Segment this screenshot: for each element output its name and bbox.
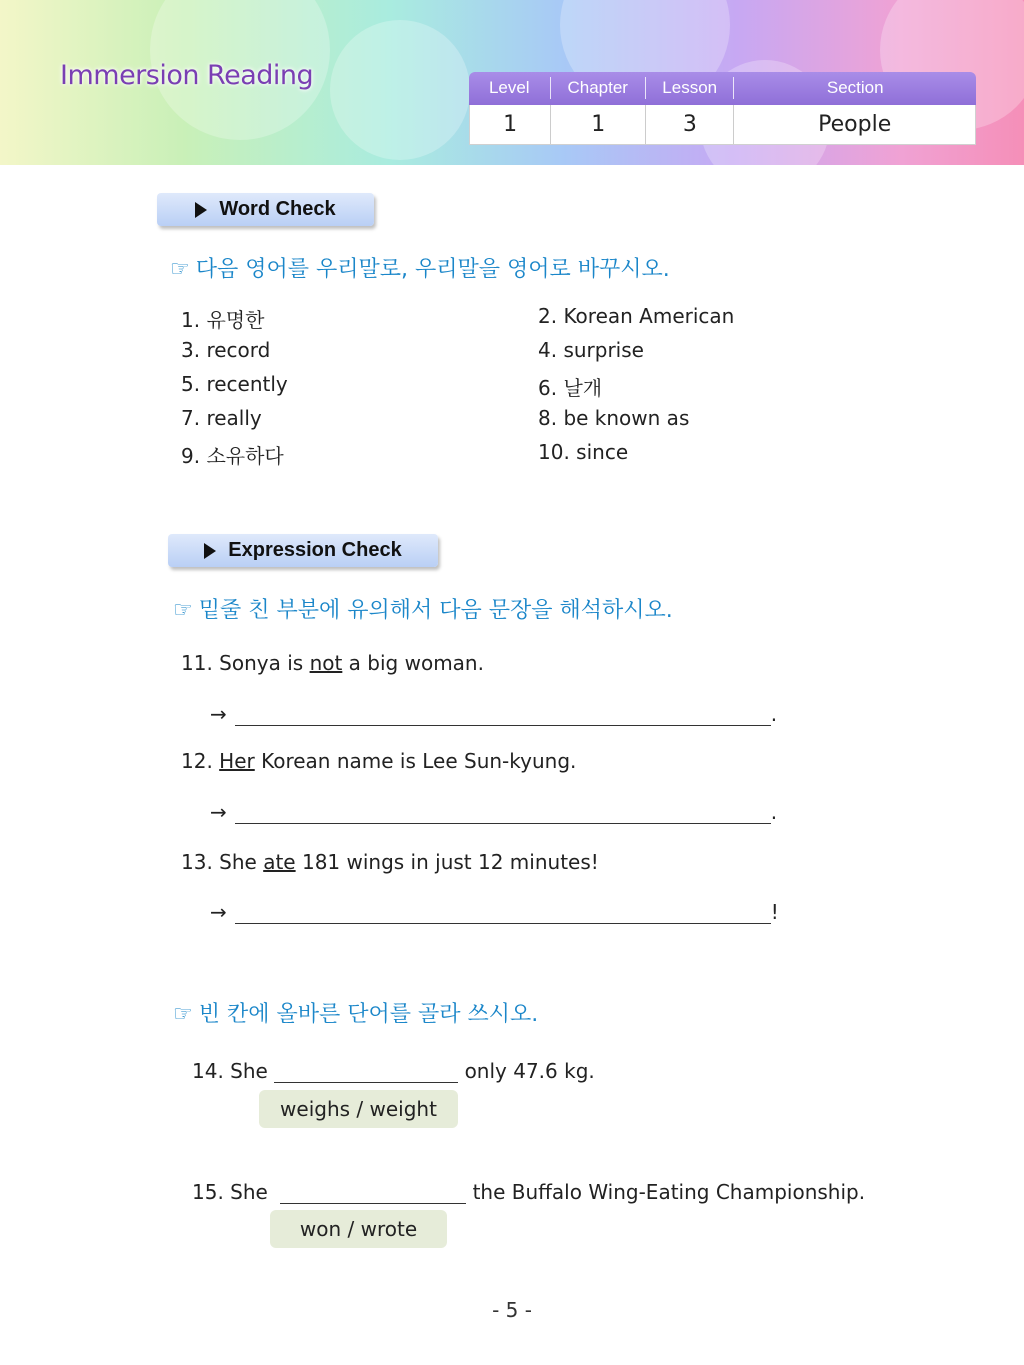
word-choice-box: weighs / weight bbox=[259, 1090, 458, 1128]
word-item: 9. 소유하다 bbox=[181, 444, 284, 468]
answer-line[interactable]: → . bbox=[210, 702, 778, 726]
word-item: 3. record bbox=[181, 338, 271, 362]
word-item: 2. Korean American bbox=[538, 304, 735, 328]
lesson-info-header bbox=[469, 72, 976, 105]
chapter-header: Chapter bbox=[551, 77, 646, 99]
pointing-hand-icon: ☞ bbox=[170, 257, 190, 282]
page-number: - 5 - bbox=[492, 1298, 532, 1322]
play-triangle-icon bbox=[195, 202, 207, 218]
fill-in-instruction: ☞ 빈 칸에 올바른 단어를 골라 쓰시오. bbox=[173, 1002, 539, 1027]
section-value: People bbox=[818, 112, 892, 137]
expression-check-label: Expression Check bbox=[168, 534, 438, 567]
lesson-info-values bbox=[469, 105, 976, 145]
word-item: 4. surprise bbox=[538, 338, 644, 362]
word-item: 10. since bbox=[538, 440, 629, 464]
sentence-item: 11. Sonya is not a big woman. bbox=[181, 651, 484, 675]
fill-in-item: 14. She only 47.6 kg. bbox=[192, 1059, 595, 1083]
lesson-value: 3 bbox=[646, 105, 734, 144]
lesson-header: Lesson bbox=[646, 77, 734, 99]
word-item: 5. recently bbox=[181, 372, 288, 396]
answer-blank[interactable] bbox=[280, 1185, 466, 1204]
chapter-value: 1 bbox=[551, 105, 646, 144]
app-title: Immersion Reading bbox=[60, 60, 314, 91]
word-item: 7. really bbox=[181, 406, 262, 430]
level-header: Level bbox=[469, 77, 551, 99]
level-value: 1 bbox=[470, 105, 551, 144]
expression-check-instruction: ☞ 밑줄 친 부분에 유의해서 다음 문장을 해석하시오. bbox=[173, 598, 673, 623]
play-triangle-icon bbox=[204, 543, 216, 559]
sentence-item: 12. Her Korean name is Lee Sun-kyung. bbox=[181, 749, 577, 773]
sentence-item: 13. She ate 181 wings in just 12 minutes! bbox=[181, 850, 599, 874]
fill-in-item: 15. She the Buffalo Wing-Eating Championship. bbox=[192, 1180, 866, 1204]
answer-blank[interactable] bbox=[274, 1064, 458, 1083]
word-check-label: Word Check bbox=[157, 193, 374, 226]
answer-line[interactable]: → . bbox=[210, 800, 778, 824]
pointing-hand-icon: ☞ bbox=[173, 1002, 193, 1027]
lesson-info-table bbox=[469, 72, 976, 145]
section-header: Section bbox=[826, 78, 884, 97]
word-check-instruction: ☞ 다음 영어를 우리말로, 우리말을 영어로 바꾸시오. bbox=[170, 257, 670, 282]
word-item: 1. 유명한 bbox=[181, 308, 265, 332]
answer-line[interactable]: → ! bbox=[210, 900, 779, 924]
header-banner bbox=[0, 0, 1024, 165]
word-item: 8. be known as bbox=[538, 406, 690, 430]
word-item: 6. 날개 bbox=[538, 376, 603, 400]
pointing-hand-icon: ☞ bbox=[173, 598, 193, 623]
word-choice-box: won / wrote bbox=[270, 1210, 447, 1248]
